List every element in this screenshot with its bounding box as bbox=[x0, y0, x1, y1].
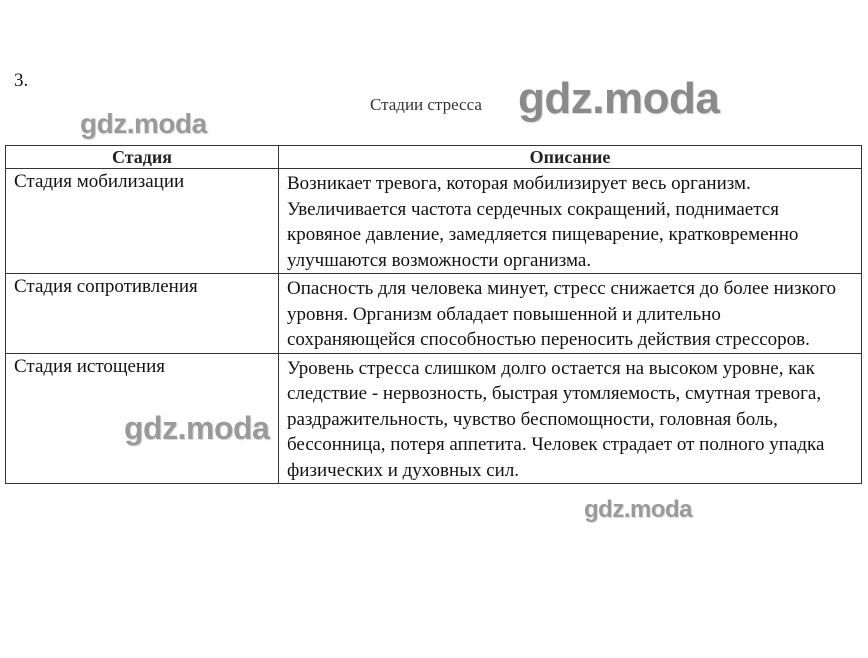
watermark: gdz.moda bbox=[584, 496, 692, 523]
table-row bbox=[6, 169, 862, 274]
stage-description-cell: Уровень стресса слишком долго остается на высоком уровне, как следствие - нервозность, быстрая утомляемость, смутная тревога, раздражительность, чувство беспомощности, головная боль, бессонница, потеря аппетита. Человек страдает от полного упадка физических и духовных сил. bbox=[279, 353, 862, 484]
table-row bbox=[6, 353, 862, 484]
watermark: gdz.moda bbox=[124, 410, 270, 446]
stage-name-cell: Стадия истощения bbox=[6, 353, 279, 484]
table-header-row bbox=[6, 146, 862, 169]
watermark: gdz.moda bbox=[518, 74, 720, 123]
stage-description-cell: Опасность для человека минует, стресс снижается до более низкого уровня. Организм обладает повышенной и длительно сохраняющейся способностью переносить действия стрессоров. bbox=[279, 274, 862, 354]
column-header-description: Описание bbox=[279, 146, 862, 169]
stress-stages-table bbox=[5, 145, 862, 484]
table-caption: Стадии стресса bbox=[370, 95, 482, 114]
table-row bbox=[6, 274, 862, 354]
column-header-stage: Стадия bbox=[6, 146, 279, 169]
watermark: gdz.moda bbox=[80, 108, 207, 139]
stage-name-cell: Стадия сопротивления bbox=[6, 274, 279, 354]
stage-name-cell: Стадия мобилизации bbox=[6, 169, 279, 274]
task-number: 3. bbox=[14, 70, 29, 91]
stage-description-cell: Возникает тревога, которая мобилизирует весь организм. Увеличивается частота сердечных сокращений, поднимается кровяное давление, замедляется пищеварение, кратковременно улучшаются возможности организма. bbox=[279, 169, 862, 274]
